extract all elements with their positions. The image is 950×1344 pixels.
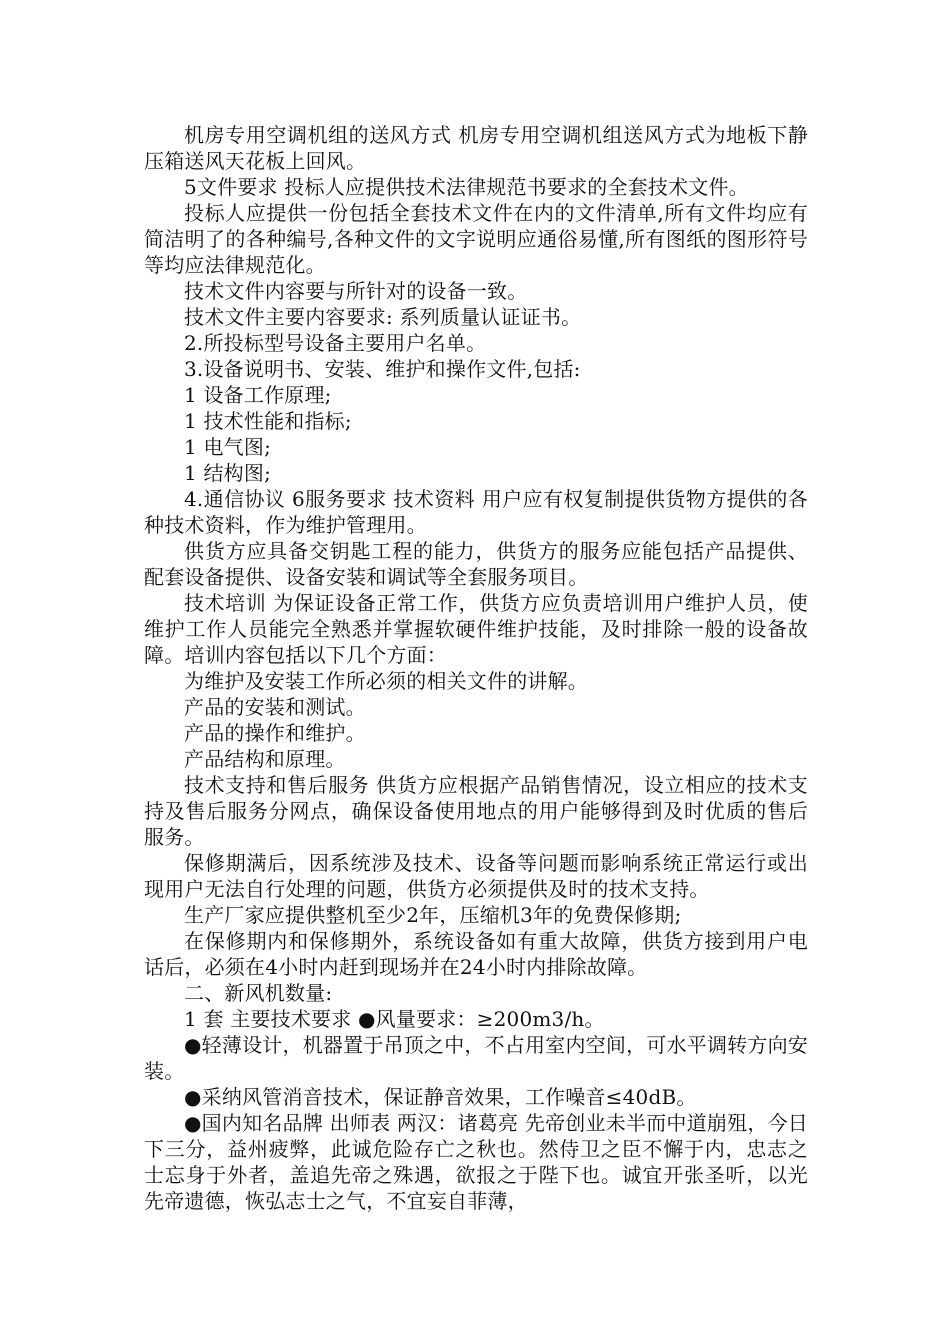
paragraph-fresh-air-count: 二、新风机数量: (184, 981, 333, 1005)
paragraph-fault-response: 在保修期内和保修期外，系统设备如有重大故障，供货方接到用户电话后，必须在4小时内赶到现场并在24小时内排除故障。 (144, 929, 808, 979)
paragraph-turnkey: 供货方应具备交钥匙工程的能力，供货方的服务应能包括产品提供、配套设备提供、设备安装和调试等全套服务项目。 (144, 539, 808, 589)
paragraph-slim-design: ●轻薄设计，机器置于吊顶之中，不占用室内空间，可水平调转方向安装。 (144, 1033, 808, 1083)
paragraph-brand: ●国内知名品牌 出师表 两汉：诸葛亮 先帝创业未半而中道崩殂，今日下三分，益州疲弊，此诚危险存亡之秋也。然侍卫之臣不懈于内，忠志之士忘身于外者，盖追先帝之殊遇，欲报之于陛下也。诚宜开张圣听，以光先帝遗德，恢弘志士之气，不宜妄自菲薄， (144, 1111, 808, 1213)
paragraph-post-warranty: 保修期满后，因系统涉及技术、设备等问题而影响系统正常运行或出现用户无法自行处理的问题，供货方必须提供及时的技术支持。 (144, 851, 808, 901)
paragraph-file-requirements: 5文件要求 投标人应提供技术法律规范书要求的全套技术文件。 (184, 175, 749, 199)
paragraph-training-docs: 为维护及安装工作所必须的相关文件的讲解。 (184, 669, 588, 693)
paragraph-service-requirements: 4.通信协议 6服务要求 技术资料 用户应有权复制提供货物方提供的各种技术资料，作为维护管理用。 (144, 487, 808, 537)
paragraph-air-supply: 机房专用空调机组的送风方式 机房专用空调机组送风方式为地板下静压箱送风天花板上回风。 (144, 123, 808, 173)
paragraph-user-list: 2.所投标型号设备主要用户名单。 (184, 331, 487, 355)
paragraph-manual: 3.设备说明书、安装、维护和操作文件,包括: (184, 357, 581, 381)
paragraph-file-contents: 技术文件主要内容要求: 系列质量认证证书。 (184, 305, 582, 329)
paragraph-after-sales: 技术支持和售后服务 供货方应根据产品销售情况，设立相应的技术支持及售后服务分网点，确保设备使用地点的用户能够得到及时优质的售后服务。 (144, 773, 808, 849)
paragraph-training-install: 产品的安装和测试。 (184, 695, 366, 719)
document-body (144, 122, 808, 1214)
paragraph-noise: ●采纳风管消音技术，保证静音效果，工作噪音≤40dB。 (184, 1085, 697, 1109)
list-item-performance: 1 技术性能和指标; (184, 409, 352, 433)
list-item-principle: 1 设备工作原理; (184, 383, 332, 407)
paragraph-training: 技术培训 为保证设备正常工作，供货方应负责培训用户维护人员，使维护工作人员能完全熟悉并掌握软硬件维护技能，及时排除一般的设备故障。培训内容包括以下几个方面： (144, 591, 808, 667)
paragraph-airflow-requirement: 1 套 主要技术要求 ●风量要求：≥200m3/h。 (184, 1007, 605, 1031)
list-item-electrical: 1 电气图; (184, 435, 272, 459)
paragraph-training-structure: 产品结构和原理。 (184, 747, 346, 771)
paragraph-warranty-period: 生产厂家应提供整机至少2年，压缩机3年的免费保修期; (184, 903, 682, 927)
paragraph-file-consistency: 技术文件内容要与所针对的设备一致。 (184, 279, 528, 303)
paragraph-file-list: 投标人应提供一份包括全套技术文件在内的文件清单,所有文件均应有简洁明了的各种编号,各种文件的文字说明应通俗易懂,所有图纸的图形符号等均应法律规范化。 (144, 201, 808, 277)
list-item-structure: 1 结构图; (184, 461, 272, 485)
paragraph-training-operate: 产品的操作和维护。 (184, 721, 366, 745)
